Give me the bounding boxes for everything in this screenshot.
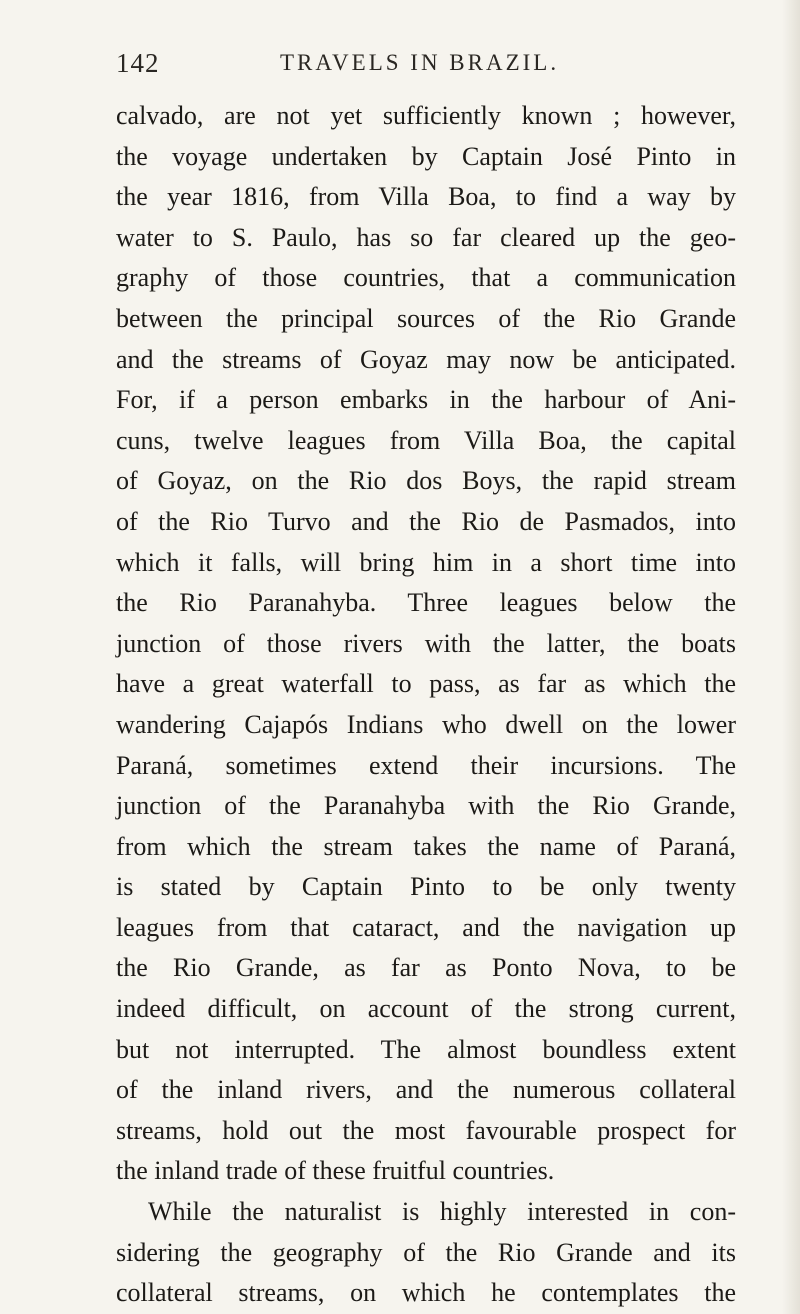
text-line: the Rio Paranahyba. Three leagues below the [116,588,736,618]
text-line: which it falls, will bring him in a short time into [116,547,736,577]
text-line: have a great waterfall to pass, as far as which the [116,669,736,699]
text-line: sidering the geography of the Rio Grande and its [116,1237,736,1267]
text-line: wandering Cajapós Indians who dwell on the lower [116,709,736,739]
text-line: water to S. Paulo, has so far cleared up the geo- [116,222,736,252]
text-line: the Rio Grande, as far as Ponto Nova, to be [116,953,736,983]
running-head: TRAVELS IN BRAZIL. [280,50,560,75]
text-line: and the streams of Goyaz may now be anticipated. [116,344,736,374]
text-line: streams, hold out the most favourable prospect for [116,1115,736,1145]
text-line: indeed difficult, on account of the strong current, [116,994,736,1024]
text-line: the year 1816, from Villa Boa, to find a way by [116,182,736,212]
text-line: is stated by Captain Pinto to be only twenty [116,872,736,902]
text-line: While the naturalist is highly interested in con- [148,1197,736,1227]
text-line: Paraná, sometimes extend their incursions. The [116,750,736,780]
body-text [116,96,736,1314]
text-line: junction of the Paranahyba with the Rio Grande, [116,791,736,821]
text-line: collateral streams, on which he contemplates the [116,1278,736,1308]
text-line: of Goyaz, on the Rio dos Boys, the rapid stream [116,466,736,496]
text-line: For, if a person embarks in the harbour of Ani- [116,385,736,415]
text-line: the inland trade of these fruitful countries. [116,1156,555,1186]
page-number: 142 [116,48,160,78]
text-line: junction of those rivers with the latter, the boats [116,628,736,658]
text-line: the voyage undertaken by Captain José Pinto in [116,141,736,171]
text-line: but not interrupted. The almost boundless extent [116,1034,736,1064]
text-line: from which the stream takes the name of Paraná, [116,831,736,861]
text-line: between the principal sources of the Rio Grande [116,303,736,333]
page-header [0,42,800,82]
text-line: calvado, are not yet sufficiently known ; however, [116,101,736,130]
text-line: of the Rio Turvo and the Rio de Pasmados, into [116,506,736,536]
text-line: leagues from that cataract, and the navigation up [116,912,736,942]
text-line: graphy of those countries, that a communication [116,263,736,293]
text-line: of the inland rivers, and the numerous collateral [116,1075,736,1105]
page-edge-shadow [782,0,800,1314]
text-line: cuns, twelve leagues from Villa Boa, the capital [116,425,736,455]
